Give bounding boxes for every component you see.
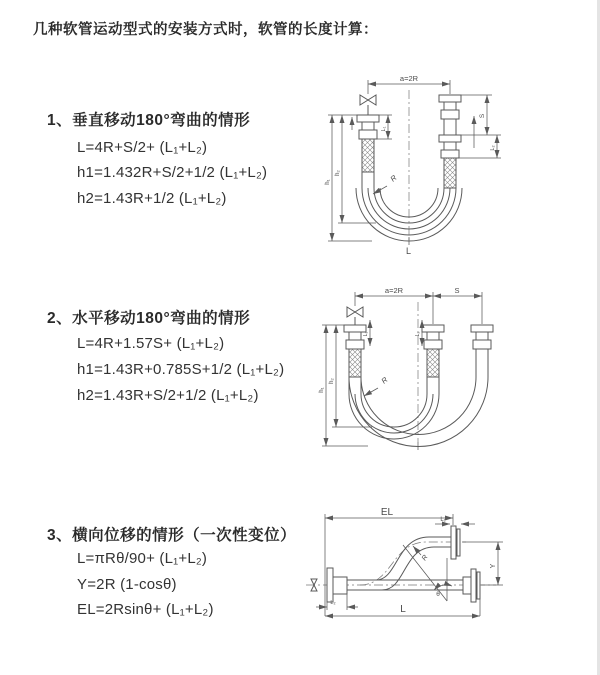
dimension-l1: [435, 517, 475, 524]
section-2-formula-h1: h1=1.43R+0.785S+1/2 (L₁+L₂): [77, 361, 285, 378]
dim-label-l: L: [400, 604, 406, 615]
section-1-formula-h1: h1=1.432R+S/2+1/2 (L₁+L₂): [77, 164, 268, 181]
dim-label-l2: L₂: [415, 331, 421, 337]
radius-callout: [373, 173, 399, 194]
section-1-formula-L: L=4R+S/2+ (L₁+L₂): [77, 139, 208, 156]
dim-label-l1: L₁: [440, 517, 446, 523]
dimension-l2: [490, 135, 497, 158]
radius-label: R: [388, 173, 399, 184]
left-flange: [357, 115, 379, 139]
section-3-formula-L: L=πRθ/90+ (L₁+L₂): [77, 550, 208, 567]
dim-label-s: S: [454, 286, 460, 295]
braided-hose-middle: [427, 349, 439, 377]
section-3-formula-EL: EL=2Rsinθ+ (L₁+L₂): [77, 601, 214, 618]
valve-icon: [360, 95, 376, 115]
radius-label: R: [379, 375, 390, 386]
section-3-heading: 3、横向位移的情形（一次性变位）: [47, 527, 297, 544]
section-2-heading: 2、水平移动180°弯曲的情形: [47, 310, 251, 327]
dim-label-h1: h₁: [319, 387, 325, 393]
radius-callout: [364, 375, 390, 396]
dim-label-el: EL: [380, 507, 394, 518]
right-flange-upper: [439, 95, 461, 119]
left-flange: [327, 568, 347, 602]
dim-label-a2r: a=2R: [384, 286, 404, 295]
section-3-formula-Y: Y=2R (1-cosθ): [77, 576, 177, 593]
braided-hose-right: [444, 158, 456, 188]
middle-flange: [422, 325, 444, 349]
diagram-vertical-180-bend: [310, 70, 598, 262]
dimension-el: [325, 507, 453, 616]
length-label: L: [406, 246, 412, 256]
dimension-a2r: [355, 286, 482, 324]
diagram-lateral-displacement: [300, 498, 600, 663]
hose-centerline: [360, 542, 466, 585]
braided-hose-left: [349, 349, 361, 377]
dimension-l2: [415, 320, 422, 346]
tube-lines: [349, 349, 488, 394]
u-hose-arcs: [349, 377, 488, 447]
right-flange-moved: [471, 325, 493, 349]
dim-label-l2: L₂: [330, 600, 336, 606]
dimension-l2: [316, 594, 358, 610]
valve-icon: [347, 307, 363, 325]
page-title: 几种软管运动型式的安装方式时，软管的长度计算：: [33, 22, 378, 38]
dim-label-a2r: a=2R: [399, 74, 419, 83]
s-curve-hose: [347, 537, 451, 590]
dim-label-l1: L₁: [363, 331, 369, 337]
section-1-formula-h2: h2=1.43R+1/2 (L₁+L₂): [77, 190, 227, 207]
section-2-formula-h2: h2=1.43R+S/2+1/2 (L₁+L₂): [77, 387, 259, 404]
dim-label-s: S: [479, 113, 486, 119]
dim-label-y: Y: [490, 563, 497, 569]
dim-label-l2: L₂: [490, 145, 496, 151]
dimension-s: [433, 286, 482, 296]
section-1-heading: 1、垂直移动180°弯曲的情形: [47, 112, 251, 129]
diagram-horizontal-180-bend: [310, 282, 598, 474]
section-2-formula-L: L=4R+1.57S+ (L₁+L₂): [77, 335, 225, 352]
ghost-straight-pipe: [347, 569, 480, 602]
angle-label: θ: [436, 591, 440, 598]
upper-flange: [451, 526, 460, 559]
dim-label-h2: h₂: [329, 378, 335, 384]
braided-hose-left: [362, 139, 374, 172]
radius-label: R: [420, 553, 430, 563]
angle-theta: [403, 545, 452, 601]
dim-label-l1: L₁: [381, 126, 387, 132]
dim-label-h1: h₁: [325, 179, 331, 185]
dim-label-h2: h₂: [335, 170, 341, 176]
right-flange-lower: [439, 135, 461, 158]
dimension-l: [325, 599, 480, 616]
